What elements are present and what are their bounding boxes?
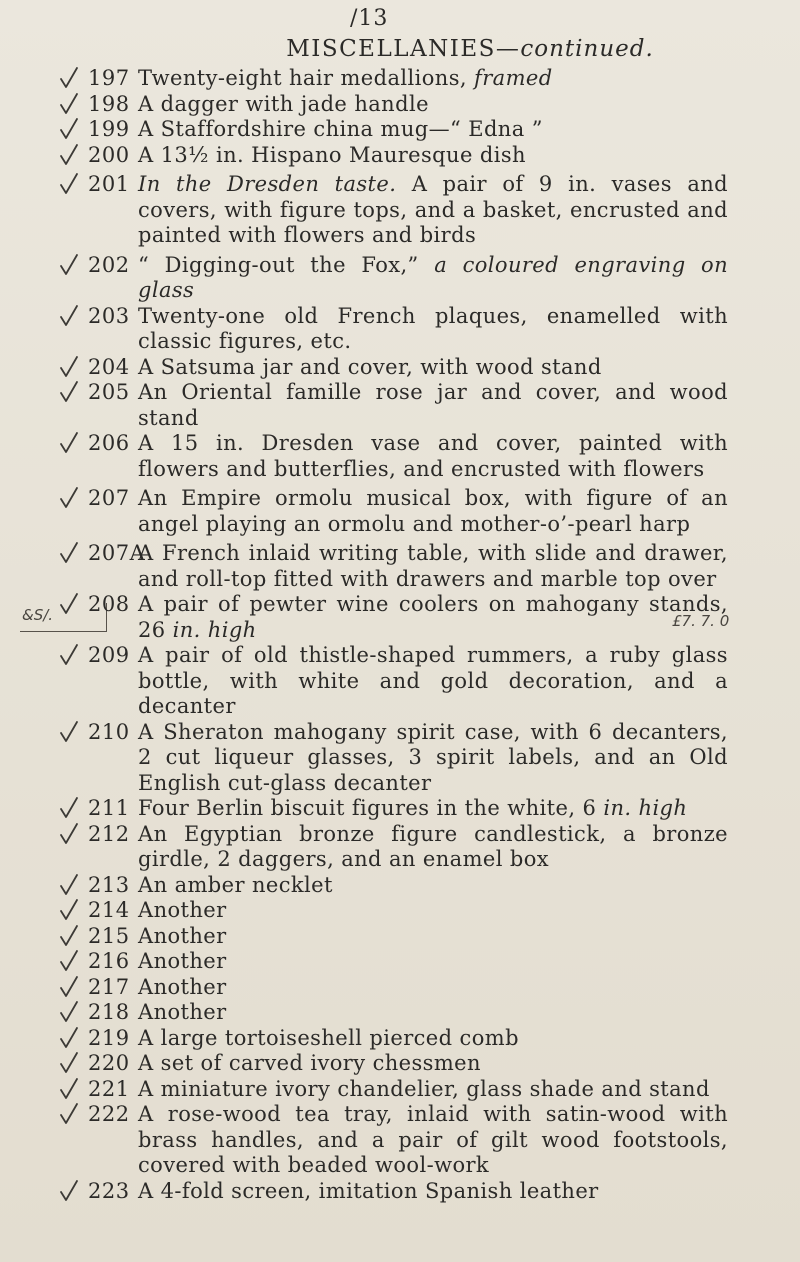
check-mark-icon [0, 1026, 88, 1050]
lot-description [124, 1077, 728, 1103]
lot-number: 197 [88, 66, 130, 90]
lot-description-text: An Oriental famille rose jar and cover, and wood stand [138, 380, 728, 430]
lot-number: 206 [88, 431, 130, 455]
page-heading [230, 36, 710, 62]
lot-description-text: A large tortoiseshell pierced comb [138, 1025, 519, 1050]
check-mark-icon [0, 304, 88, 328]
lot-description-text: A French inlaid writing table, with slide and drawer, and roll-top fitted with drawers and marble top over [138, 541, 728, 591]
lot-description-text: Another [138, 898, 227, 922]
check-mark-icon [0, 486, 88, 510]
lot-description [124, 253, 728, 304]
heading-continued: continued. [520, 36, 654, 62]
lot-description-text: A pair of pewter wine coolers on mahogany stands, 26 [138, 592, 728, 642]
lot-entry [0, 822, 800, 873]
lot-number: 207 [88, 486, 130, 510]
lot-description-text: A set of carved ivory chessmen [138, 1051, 481, 1075]
lot-description-text: A pair of old thistle-shaped rummers, a ruby glass bottle, with white and gold decoration, and a decanter [138, 643, 728, 718]
lot-entry [0, 486, 800, 537]
lot-number: 200 [88, 142, 130, 167]
lot-description [124, 949, 728, 975]
lot-number: 220 [88, 1051, 130, 1075]
lot-description [124, 1000, 728, 1026]
check-mark-icon [0, 643, 88, 667]
lot-description-text: An amber necklet [138, 872, 333, 897]
lot-description-text: Another [138, 923, 227, 948]
check-mark-icon [0, 117, 88, 141]
lot-number: 210 [88, 719, 130, 744]
lot-description-text: An Empire ormolu musical box, with figure of an angel playing an ormolu and mother-o’-pearl harp [138, 486, 728, 536]
lot-entry [0, 796, 800, 822]
lot-description-text: A 15 in. Dresden vase and cover, painted with flowers and butterflies, and encrusted with flowers [138, 431, 728, 481]
lot-number: 204 [88, 354, 130, 379]
lot-entry [0, 380, 800, 431]
lot-number: 198 [88, 91, 130, 116]
lot-description-text: A dagger with jade handle [138, 91, 429, 116]
check-mark-icon [0, 253, 88, 277]
check-mark-icon [0, 1051, 88, 1075]
lot-description-text: A miniature ivory chandelier, glass shade and stand [138, 1076, 710, 1101]
lot-number: 217 [88, 974, 130, 999]
lot-description-text: “ Digging-out the Fox,” [138, 252, 419, 277]
lot-description [124, 541, 728, 592]
lot-number: 207A [88, 541, 146, 565]
check-mark-icon [0, 431, 88, 455]
lot-description-text: A Sheraton mahogany spirit case, with 6 decanters, 2 cut liqueur glasses, 3 spirit labels, and an Old English cut-glass decanter [138, 719, 728, 795]
lot-number: 214 [88, 898, 130, 922]
check-mark-icon [0, 143, 88, 167]
lot-entry [0, 1102, 800, 1179]
lot-description [124, 592, 728, 643]
lot-number: 203 [88, 303, 130, 328]
lot-description-text: Twenty-eight hair medallions, framed [138, 66, 553, 90]
check-mark-icon [0, 898, 88, 922]
check-mark-icon [0, 66, 88, 90]
lot-description-text: A Staffordshire china mug—“ Edna ” [138, 117, 543, 141]
lot-description-text: Four Berlin biscuit figures in the white, 6 [138, 796, 597, 820]
lot-description [124, 117, 728, 143]
lot-number: 209 [88, 643, 130, 667]
lot-number: 223 [88, 1178, 130, 1203]
lot-description-text: A Satsuma jar and cover, with wood stand [138, 354, 602, 379]
lot-description-italic: In the Dresden taste. [138, 172, 397, 196]
lot-entry [0, 592, 800, 643]
lot-description [124, 355, 728, 381]
lot-entry [0, 643, 800, 720]
lot-entry [0, 975, 800, 1001]
lot-description-text: Another [138, 949, 227, 973]
lot-description [124, 1179, 728, 1205]
lot-description [124, 796, 728, 822]
lot-description [124, 172, 728, 249]
lot-description-text: A rose-wood tea tray, inlaid with satin-wood with brass handles, and a pair of gilt wood footstools, covered with beaded wool-work [138, 1102, 728, 1177]
heading-separator: — [495, 36, 521, 62]
lot-number: 201 [88, 172, 130, 196]
lot-entry [0, 355, 800, 381]
lot-entry [0, 1000, 800, 1026]
page-number: /13 [350, 6, 389, 31]
lot-entry [0, 924, 800, 950]
lot-description-italic: in. high [172, 617, 257, 642]
check-mark-icon [0, 949, 88, 973]
lot-description-text: A pair of 9 in. vases and covers, with figure tops, and a basket, encrusted and painted with flowers and birds [138, 172, 729, 247]
lot-description [124, 431, 728, 482]
lot-description [124, 643, 728, 720]
check-mark-icon [0, 873, 88, 897]
lot-entry [0, 304, 800, 355]
lot-number: 211 [88, 796, 130, 820]
lot-description [124, 143, 728, 169]
check-mark-icon [0, 720, 88, 744]
lot-entry [0, 1026, 800, 1052]
lot-entry [0, 92, 800, 118]
lot-description [124, 1026, 728, 1052]
lot-description-text: An Egyptian bronze figure candlestick, a bronze girdle, 2 daggers, and an enamel box [138, 821, 728, 871]
check-mark-icon [0, 380, 88, 404]
lot-entry [0, 143, 800, 169]
lot-description [124, 1051, 728, 1077]
lot-entry [0, 1179, 800, 1205]
lot-description-italic: a coloured engraving on glass [138, 252, 728, 302]
lot-number: 199 [88, 117, 130, 141]
check-mark-icon [0, 1179, 88, 1203]
check-mark-icon [0, 924, 88, 948]
lot-description [124, 1102, 728, 1179]
lot-number: 202 [88, 252, 130, 277]
lot-description [124, 486, 728, 537]
lot-description [124, 720, 728, 797]
lot-entry [0, 1051, 800, 1077]
lot-description-text: Another [138, 974, 227, 999]
check-mark-icon [0, 355, 88, 379]
lot-list [0, 66, 800, 1204]
check-mark-icon [0, 592, 88, 616]
lot-entry [0, 873, 800, 899]
check-mark-icon [0, 1077, 88, 1101]
check-mark-icon [0, 1102, 88, 1126]
lot-description-text: Twenty-one old French plaques, enamelled with classic figures, etc. [138, 303, 728, 353]
lot-entry [0, 431, 800, 482]
lot-description [124, 304, 728, 355]
check-mark-icon [0, 822, 88, 846]
lot-description [124, 92, 728, 118]
lot-number: 212 [88, 821, 130, 846]
lot-entry [0, 1077, 800, 1103]
check-mark-icon [0, 172, 88, 196]
check-mark-icon [0, 541, 88, 565]
lot-entry [0, 898, 800, 924]
lot-description-text: A 13½ in. Hispano Mauresque dish [138, 142, 526, 167]
lot-description-text: A 4-fold screen, imitation Spanish leather [138, 1178, 599, 1203]
lot-number: 205 [88, 380, 130, 404]
check-mark-icon [0, 796, 88, 820]
lot-entry [0, 949, 800, 975]
lot-number: 213 [88, 872, 130, 897]
check-mark-icon [0, 92, 88, 116]
lot-number: 222 [88, 1102, 130, 1126]
lot-number: 218 [88, 1000, 130, 1024]
lot-entry [0, 66, 800, 92]
check-mark-icon [0, 1000, 88, 1024]
lot-entry [0, 720, 800, 797]
price-note-207: £7. 7. 0 [672, 612, 730, 630]
lot-description [124, 66, 728, 92]
lot-number: 219 [88, 1025, 130, 1050]
lot-description [124, 975, 728, 1001]
heading-main: MISCELLANIES [286, 36, 496, 62]
margin-note-207: &S/. [22, 606, 54, 624]
check-mark-icon [0, 975, 88, 999]
lot-description [124, 873, 728, 899]
lot-entry [0, 541, 800, 592]
lot-description [124, 898, 728, 924]
lot-description [124, 924, 728, 950]
lot-number: 215 [88, 923, 130, 948]
lot-description [124, 822, 728, 873]
lot-number: 221 [88, 1076, 130, 1101]
lot-number: 216 [88, 949, 130, 973]
lot-number: 208 [88, 592, 130, 616]
lot-entry [0, 172, 800, 249]
lot-description-text: Another [138, 1000, 227, 1024]
lot-description [124, 380, 728, 431]
lot-description-italic: in. high [603, 796, 688, 820]
lot-entry [0, 253, 800, 304]
lot-entry [0, 117, 800, 143]
